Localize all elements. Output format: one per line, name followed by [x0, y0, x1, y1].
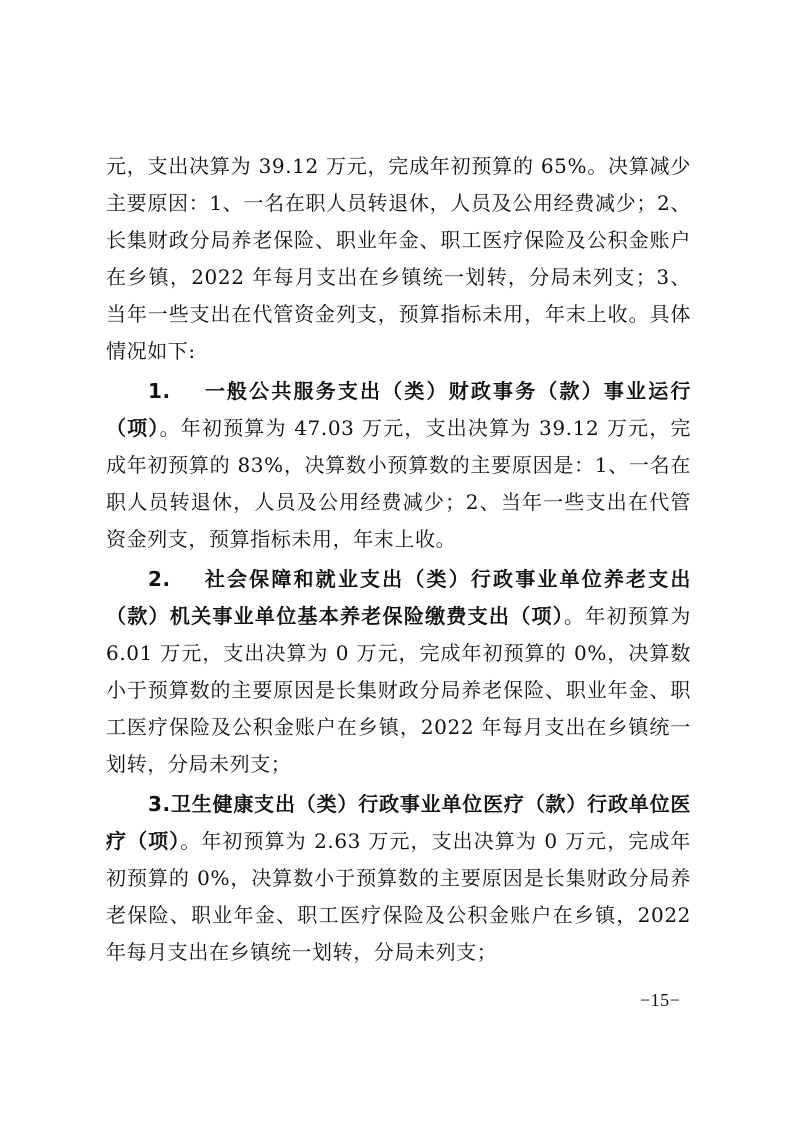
item-3-number: 3. — [148, 792, 171, 816]
item-2-heading: 社会保障和就业支出（类）行政事业单位养老支出（款）机关事业单位基本养老保险缴费支出（项） — [106, 567, 691, 628]
item-2-text: 。年初预算为 6.01 万元，支出决算为 0 万元，完成年初预算的 0%，决算数小于预算数的主要原因是长集财政分局养老保险、职业年金、职工医疗保险及公积金账户在乡镇，2022 年每月支出在乡镇统一划转，分局未列支； — [106, 604, 691, 776]
item-1-text: 。年初预算为 47.03 万元，支出决算为 39.12 万元，完成年初预算的 83%，决算数小预算数的主要原因是：1、一名在职人员转退休，人员及公用经费减少；2、当年一些支出在代管资金列支，预算指标未用，年末上收。 — [106, 416, 691, 551]
item-2-number: 2. — [148, 567, 171, 591]
intro-paragraph: 元，支出决算为 39.12 万元，完成年初预算的 65%。决算减少主要原因：1、一名在职人员转退休，人员及公用经费减少；2、长集财政分局养老保险、职业年金、职工医疗保险及公积金账户在乡镇，2022 年每月支出在乡镇统一划转，分局未列支；3、当年一些支出在代管资金列支，预算指标未用，年末上收。具体情况如下: — [106, 154, 691, 363]
item-3-text: 。年初预算为 2.63 万元，支出决算为 0 万元，完成年初预算的 0%，决算数小于预算数的主要原因是长集财政分局养老保险、职业年金、职工医疗保险及公积金账户在乡镇，2022 年每月支出在乡镇统一划转，分局未列支； — [106, 829, 691, 964]
document-body — [106, 148, 691, 974]
item-1-paragraph — [106, 373, 691, 558]
item-1-number: 1. — [148, 379, 171, 403]
item-3-paragraph — [106, 786, 691, 971]
page-number: −15− — [640, 990, 681, 1010]
item-2-paragraph — [106, 561, 691, 783]
item-1-heading: 一般公共服务支出（类）财政事务（款）事业运行（项） — [106, 379, 691, 440]
item-3-heading: 卫生健康支出（类）行政事业单位医疗（款）行政单位医疗（项） — [106, 792, 691, 853]
